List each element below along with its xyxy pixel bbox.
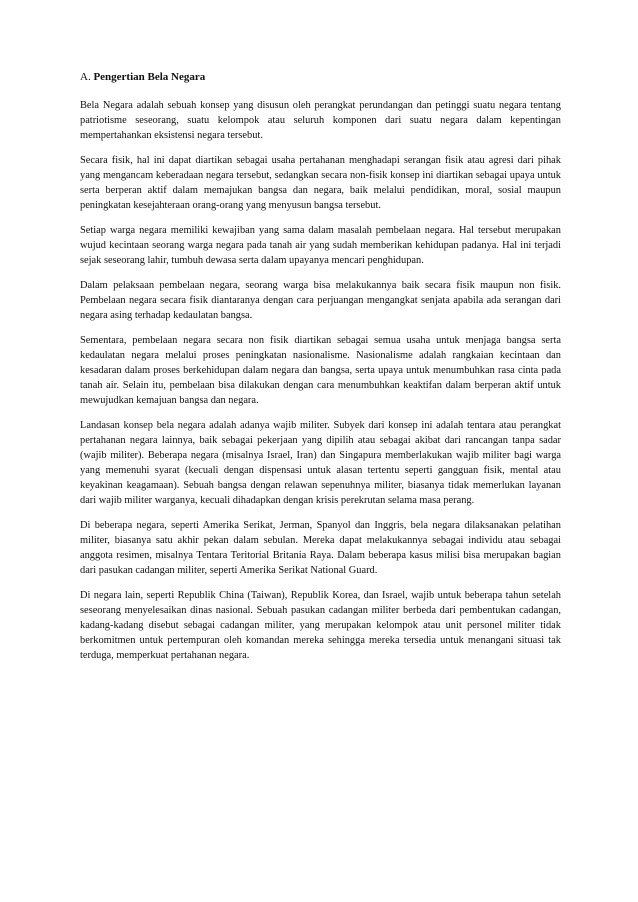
paragraph-7: Di beberapa negara, seperti Amerika Serikat, Jerman, Spanyol dan Inggris, bela negara dilaksanakan pelatihan militer, biasanya satu akhir pekan dalam sebulan. Mereka dapat melakukannya sebagai individu atau sebagai anggota resimen, misalnya Tentara Teritorial Britania Raya. Dalam beberapa kasus milisi bisa merupakan bagian dari pasukan cadangan militer, seperti Amerika Serikat National Guard. [80, 520, 561, 576]
paragraph-4: Dalam pelaksaan pembelaan negara, seorang warga bisa melakukannya baik secara fisik maupun non fisik. Pembelaan negara secara fisik diantaranya dengan cara perjuangan mengangkat senjata apabila ada serangan dari negara asing terhadap kedaulatan bangsa. [80, 280, 561, 321]
paragraph-2: Secara fisik, hal ini dapat diartikan sebagai usaha pertahanan menghadapi serangan fisik atau agresi dari pihak yang mengancam keberadaan negara tersebut, sedangkan secara non-fisik konsep ini diartikan sebagai upaya untuk serta berperan aktif dalam memajukan bangsa dan negara, baik melalui pendidikan, moral, sosial maupun peningkatan kesejahteraan orang-orang yang menyusun bangsa tersebut. [80, 155, 561, 211]
paragraph-1: Bela Negara adalah sebuah konsep yang disusun oleh perangkat perundangan dan petinggi suatu negara tentang patriotisme seseorang, suatu kelompok atau seluruh komponen dari suatu negara dalam kepentingan mempertahankan eksistensi negara tersebut. [80, 100, 561, 141]
paragraph-6: Landasan konsep bela negara adalah adanya wajib militer. Subyek dari konsep ini adalah tentara atau perangkat pertahanan negara lainnya, baik sebagai pekerjaan yang dipilih atau sebagai akibat dari rancangan tanpa sadar (wajib militer). Beberapa negara (misalnya Israel, Iran) dan Singapura memberlakukan wajib militer bagi warga yang memenuhi syarat (kecuali dengan dispensasi untuk alasan tertentu seperti gangguan fisik, mental atau keyakinan keagamaan). Sebuah bangsa dengan relawan sepenuhnya militer, biasanya tidak memerlukan layanan dari wajib militer warganya, kecuali dihadapkan dengan krisis perekrutan selama masa perang. [80, 420, 561, 506]
document-page [80, 70, 561, 673]
section-number: A. [80, 71, 91, 83]
section-title: Pengertian Bela Negara [93, 71, 206, 83]
paragraph-8: Di negara lain, seperti Republik China (Taiwan), Republik Korea, dan Israel, wajib untuk beberapa tahun setelah seseorang menyelesaikan dinas nasional. Sebuah pasukan cadangan militer berbeda dari pembentukan cadangan, kadang-kadang disebut sebagai cadangan militer, yang merupakan kelompok atau unit personel militer tidak berkomitmen untuk pertempuran oleh komandan mereka sehingga mereka tersedia untuk menangani situasi tak terduga, memperkuat pertahanan negara. [80, 590, 561, 661]
paragraph-3: Setiap warga negara memiliki kewajiban yang sama dalam masalah pembelaan negara. Hal tersebut merupakan wujud kecintaan seorang warga negara pada tanah air yang sudah memberikan kehidupan padanya. Hal ini terjadi sejak seseorang lahir, tumbuh dewasa serta dalam upayanya mencari penghidupan. [80, 225, 561, 266]
section-heading [80, 70, 561, 85]
paragraph-5: Sementara, pembelaan negara secara non fisik diartikan sebagai semua usaha untuk menjaga bangsa serta kedaulatan negara melalui proses peningkatan nasionalisme. Nasionalisme adalah rangkaian kecintaan dan kesadaran dalam proses berkehidupan dalam negara dan bangsa, serta upaya untuk menumbuhkan rasa cinta pada tanah air. Selain itu, pembelaan bisa dilakukan dengan cara menumbuhkan keaktifan dalam berperan aktif untuk mewujudkan kemajuan bangsa dan negara. [80, 335, 561, 406]
